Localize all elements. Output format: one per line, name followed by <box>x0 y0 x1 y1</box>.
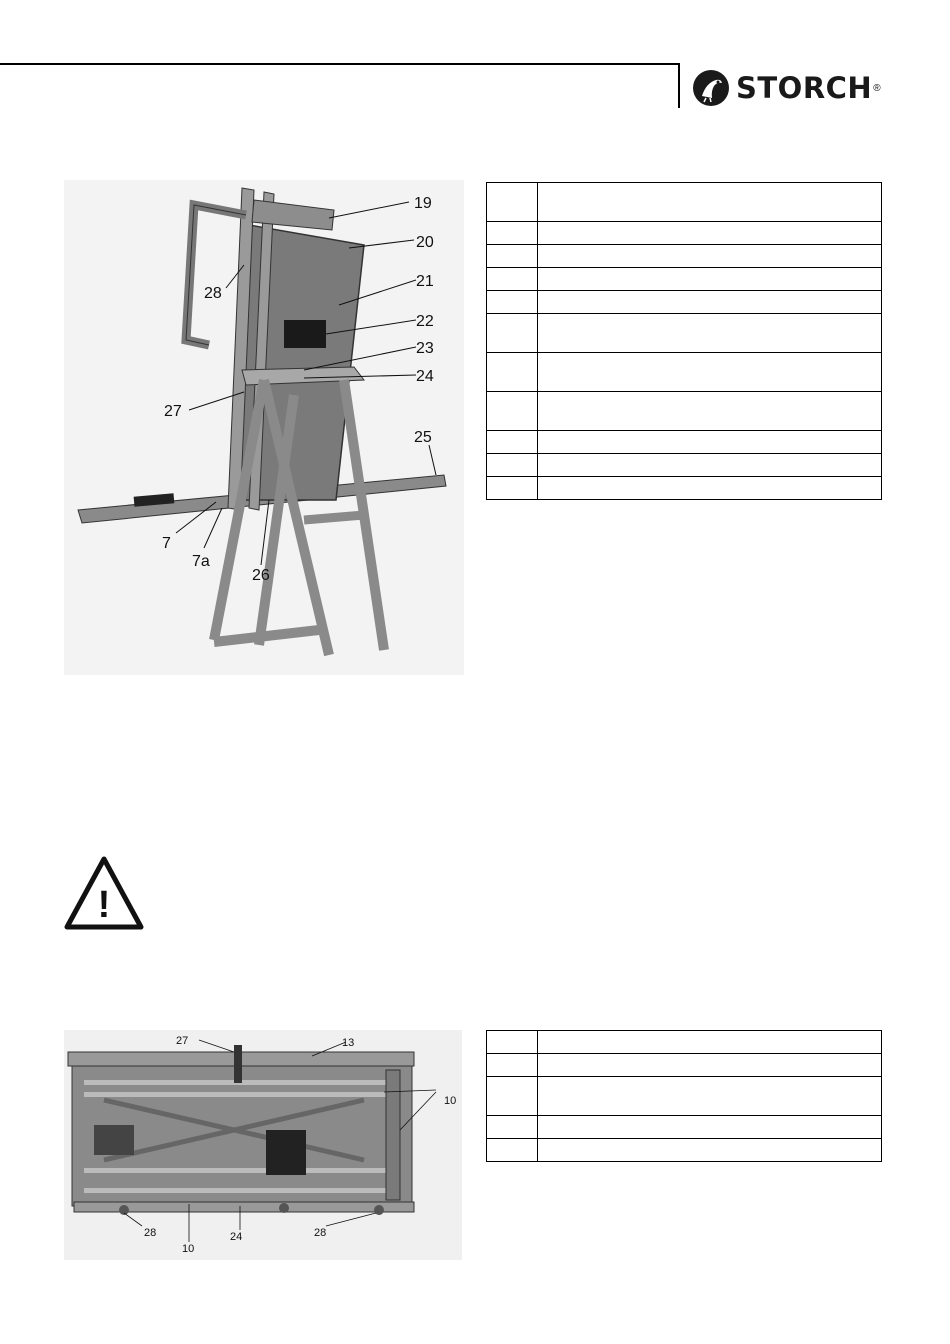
callout-27: 27 <box>164 403 182 420</box>
brand-name: STORCH <box>736 71 873 105</box>
callout-13: 13 <box>342 1037 355 1049</box>
stork-logo-icon <box>692 69 730 107</box>
legend-table-bottom <box>486 1030 882 1162</box>
registered-mark: ® <box>873 82 881 94</box>
storch-logo <box>692 66 881 110</box>
warning-triangle-icon <box>64 855 144 931</box>
callout-27: 27 <box>176 1035 189 1047</box>
table-row <box>487 291 882 314</box>
callout-28: 28 <box>204 285 222 302</box>
table-row <box>487 392 882 431</box>
header-divider <box>678 63 680 108</box>
table-row <box>487 1054 882 1077</box>
callout-22: 22 <box>416 313 434 330</box>
table-row <box>487 245 882 268</box>
callout-21: 21 <box>416 273 434 290</box>
table-row <box>487 477 882 500</box>
callout-28: 28 <box>144 1227 157 1239</box>
table-row <box>487 1031 882 1054</box>
callout-7: 7 <box>162 535 171 552</box>
table-row <box>487 1139 882 1162</box>
legend-table-top <box>486 182 882 500</box>
callout-24: 24 <box>230 1231 243 1243</box>
table-row <box>487 268 882 291</box>
table-row <box>487 183 882 222</box>
machine-top-view-figure <box>64 1030 462 1260</box>
header-rule <box>0 63 679 65</box>
table-row <box>487 1077 882 1116</box>
callout-23: 23 <box>416 340 434 357</box>
callout-19: 19 <box>414 195 432 212</box>
warning-sign <box>64 855 144 936</box>
table-row <box>487 1116 882 1139</box>
machine-upright-figure <box>64 180 464 675</box>
table-row <box>487 454 882 477</box>
table-row <box>487 314 882 353</box>
callout-28: 28 <box>314 1227 327 1239</box>
table-row <box>487 222 882 245</box>
callout-25: 25 <box>414 429 432 446</box>
callout-24: 24 <box>416 368 434 385</box>
callout-10: 10 <box>182 1243 195 1255</box>
callout-10: 10 <box>444 1095 457 1107</box>
warning-symbol: ! <box>97 884 111 926</box>
callout-7a: 7a <box>192 553 210 570</box>
table-row <box>487 431 882 454</box>
callout-26: 26 <box>252 567 270 584</box>
callout-20: 20 <box>416 234 434 251</box>
table-row <box>487 353 882 392</box>
